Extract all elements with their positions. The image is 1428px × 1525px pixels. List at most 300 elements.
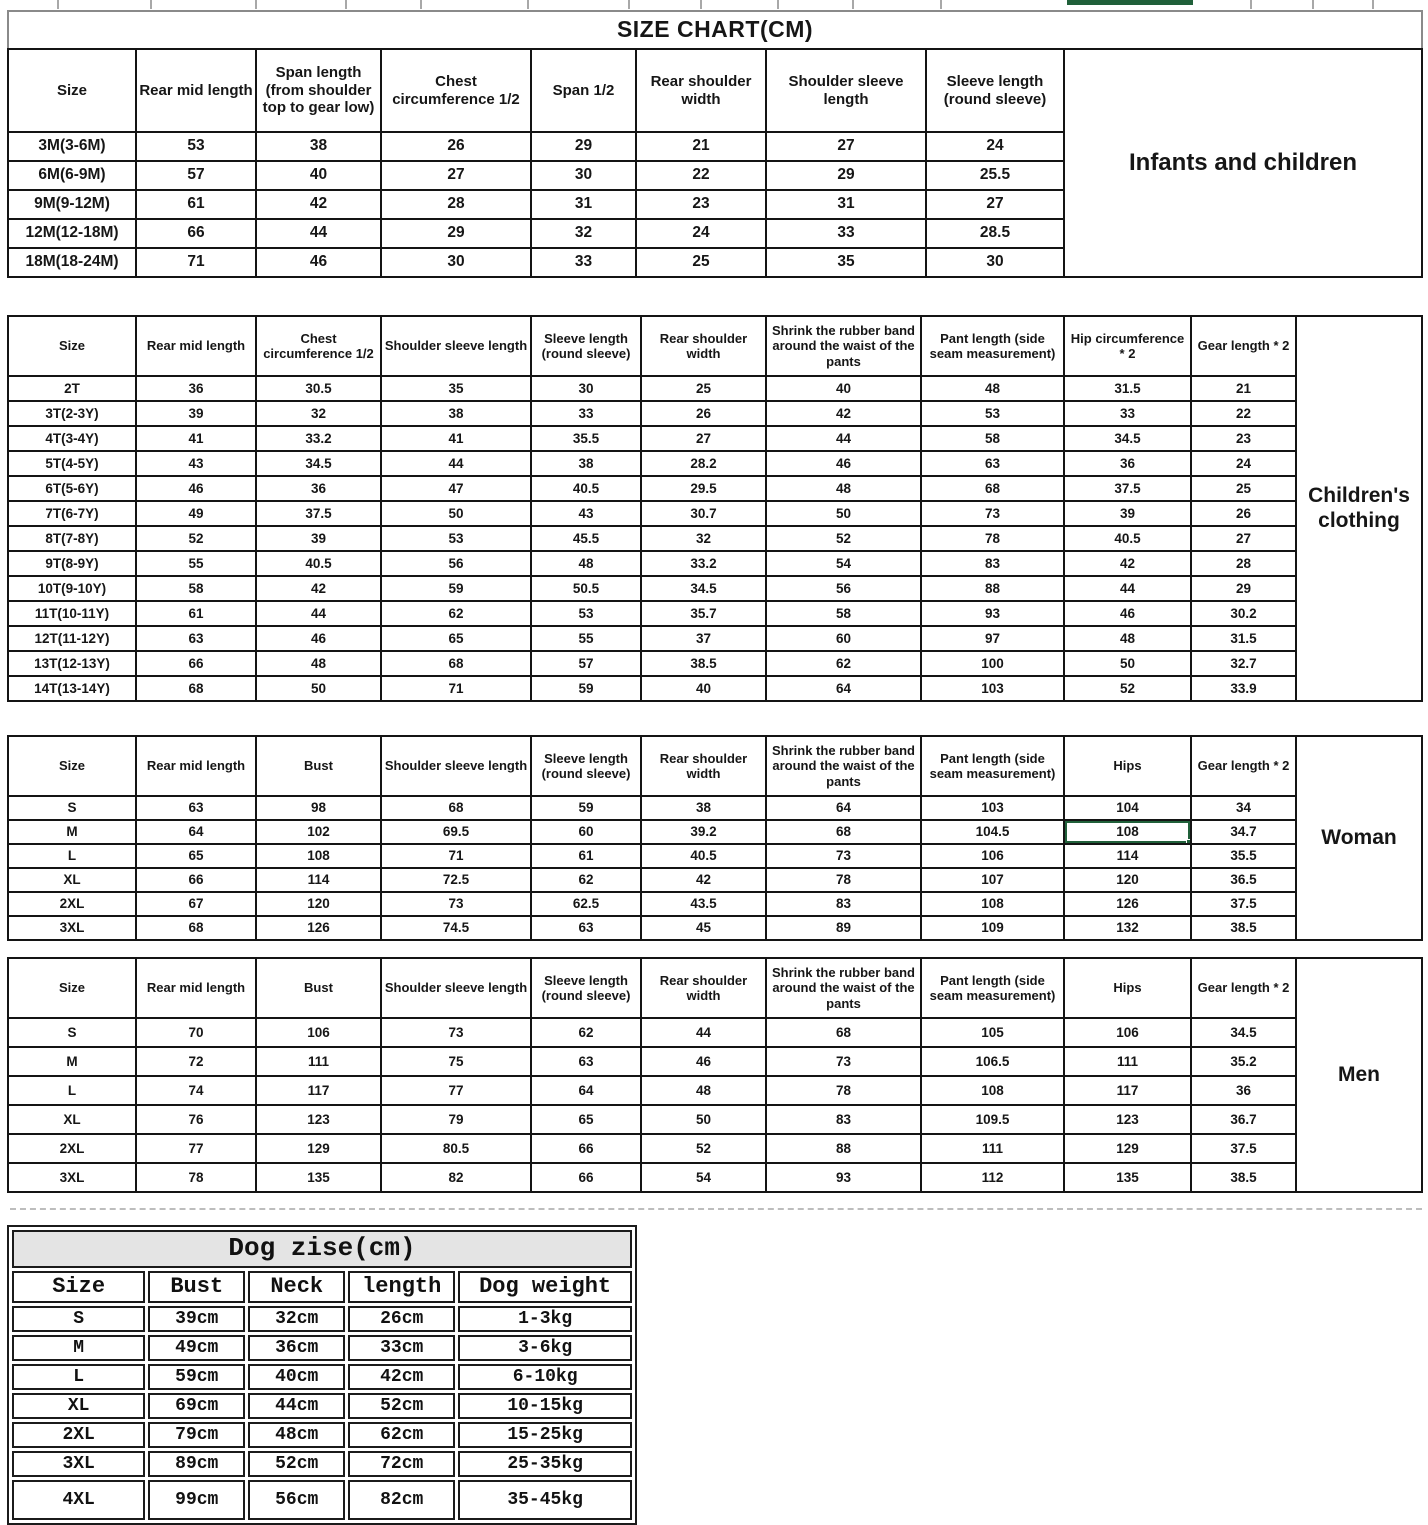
table-cell: 40 [641,676,766,701]
table-cell: 42 [641,868,766,892]
table-row [8,1018,1422,1047]
table-cell: 44cm [248,1393,345,1419]
table-cell: 44 [1064,576,1191,601]
table-cell: M [12,1335,145,1361]
table-cell: 74 [136,1076,256,1105]
table-cell: 61 [136,190,256,219]
table-cell: 31.5 [1064,376,1191,401]
gridline-tick [940,0,942,9]
table-cell: 44 [256,219,381,248]
table-cell: 37.5 [1191,892,1296,916]
table-cell: 33cm [348,1335,455,1361]
table-header-row [8,736,1422,796]
table-cell: 102 [256,820,381,844]
table-cell: 38.5 [1191,1163,1296,1192]
table-cell: 8T(7-8Y) [8,526,136,551]
table-cell: 26 [381,132,531,161]
table-cell: 65 [381,626,531,651]
table-cell: 60 [766,626,921,651]
gridline-tick [345,0,347,9]
table-cell: 68 [381,796,531,820]
table-cell: 105 [921,1018,1064,1047]
column-header: Neck [248,1271,345,1303]
table-cell: 72cm [348,1451,455,1477]
table-cell: 68 [921,476,1064,501]
table-cell: 132 [1064,916,1191,940]
table-cell: 46 [256,626,381,651]
table-cell: 76 [136,1105,256,1134]
table-cell: 59 [531,796,641,820]
table-cell: 43.5 [641,892,766,916]
column-header: Dog weight [458,1271,632,1303]
table-cell: 50 [766,501,921,526]
table-row [8,1105,1422,1134]
table-cell: 56 [381,551,531,576]
table-cell: 31 [766,190,926,219]
column-header: length [348,1271,455,1303]
table-cell: 38 [531,451,641,476]
table-cell: 73 [766,1047,921,1076]
table-cell: 82 [381,1163,531,1192]
table-cell: 64 [531,1076,641,1105]
table-row [8,601,1422,626]
table-cell: 40.5 [1064,526,1191,551]
table-row [8,401,1422,426]
table-cell: 3XL [8,1163,136,1192]
table-cell: 103 [921,676,1064,701]
table-cell: 28 [1191,551,1296,576]
table-cell: 5T(4-5Y) [8,451,136,476]
table-cell: 12M(12-18M) [8,219,136,248]
table-cell: 71 [381,676,531,701]
table-cell: 40cm [248,1364,345,1390]
table-cell: 30 [926,248,1064,277]
table-cell: 108 [1064,820,1191,844]
column-header: Shoulder sleeve length [766,49,926,132]
column-header: Sleeve length (round sleeve) [531,736,641,796]
table-cell: 3T(2-3Y) [8,401,136,426]
table-cell: 46 [641,1047,766,1076]
table-cell: 29 [1191,576,1296,601]
table-cell: 72.5 [381,868,531,892]
table-cell: 11T(10-11Y) [8,601,136,626]
selection-border-artifact [1067,0,1193,5]
table-header-row [8,316,1422,376]
table-header-row [8,958,1422,1018]
table-cell: 33 [531,248,636,277]
table-cell: 40.5 [641,844,766,868]
column-header: Size [8,49,136,132]
table-cell: 43 [136,451,256,476]
table-cell: 36 [256,476,381,501]
table-row [8,844,1422,868]
table-cell: 52 [766,526,921,551]
column-header: Sleeve length (round sleeve) [531,316,641,376]
table-cell: 36 [136,376,256,401]
column-header: Rear mid length [136,316,256,376]
table-cell: 75 [381,1047,531,1076]
table-row [12,1306,632,1332]
table-cell: 48 [921,376,1064,401]
table-cell: 72 [136,1047,256,1076]
table-cell: 107 [921,868,1064,892]
table-cell: 123 [256,1105,381,1134]
table-cell: 56 [766,576,921,601]
infants-size-table [7,10,1423,278]
table-cell: 24 [926,132,1064,161]
table-cell: 67 [136,892,256,916]
table-cell: 27 [641,426,766,451]
group-label-infants: Infants and children [1064,49,1422,277]
table-row [8,451,1422,476]
table-cell: 33 [1064,401,1191,426]
table-cell: 98 [256,796,381,820]
table-cell: 77 [136,1134,256,1163]
table-title-row [12,1230,632,1268]
table-cell: 23 [1191,426,1296,451]
table-cell: 68 [766,820,921,844]
table-cell: 34.5 [641,576,766,601]
table-cell: 114 [256,868,381,892]
table-cell: 13T(12-13Y) [8,651,136,676]
column-header: Chest circumference 1/2 [256,316,381,376]
table-cell: 69.5 [381,820,531,844]
table-cell: 2XL [8,1134,136,1163]
table-cell: 27 [926,190,1064,219]
table-cell: M [8,1047,136,1076]
table-cell: 83 [921,551,1064,576]
group-label-woman: Woman [1296,736,1422,940]
table-cell: 66 [136,219,256,248]
column-header: Rear shoulder width [641,316,766,376]
table-cell: 59 [381,576,531,601]
table-cell: 32.7 [1191,651,1296,676]
table-cell: 34 [1191,796,1296,820]
table-cell: 42 [256,190,381,219]
table-cell: 37.5 [256,501,381,526]
column-header: Gear length * 2 [1191,958,1296,1018]
column-header: Pant length (side seam measurement) [921,958,1064,1018]
column-header: Chest circumference 1/2 [381,49,531,132]
table-cell: 35.5 [531,426,641,451]
column-header: Shrink the rubber band around the waist of the pants [766,958,921,1018]
table-title-row [8,11,1422,49]
table-row [8,1134,1422,1163]
gridline-tick [1372,0,1374,9]
table-cell: 106.5 [921,1047,1064,1076]
table-cell: 35.2 [1191,1047,1296,1076]
table-cell: 88 [766,1134,921,1163]
table-cell: 25 [1191,476,1296,501]
table-cell: 27 [381,161,531,190]
table-cell: 26 [1191,501,1296,526]
table-cell: 111 [1064,1047,1191,1076]
table-cell: 29.5 [641,476,766,501]
table-cell: 1-3kg [458,1306,632,1332]
table-cell: 64 [136,820,256,844]
table-cell: 28 [381,190,531,219]
table-cell: 42 [1064,551,1191,576]
gridline-tick [527,0,529,9]
table-cell: 58 [136,576,256,601]
table-row [8,576,1422,601]
column-header: Shoulder sleeve length [381,316,531,376]
table-cell: 55 [531,626,641,651]
table-cell: S [8,1018,136,1047]
table-cell: 35 [381,376,531,401]
table-cell: 100 [921,651,1064,676]
column-header: Size [8,316,136,376]
table-cell: 37.5 [1064,476,1191,501]
table-cell: 80.5 [381,1134,531,1163]
table-cell: 25 [636,248,766,277]
table-cell: 38 [641,796,766,820]
column-header: Shrink the rubber band around the waist of the pants [766,316,921,376]
table-cell: 39 [1064,501,1191,526]
table-cell: 117 [1064,1076,1191,1105]
table-cell: 62 [531,868,641,892]
table-cell: 30 [531,376,641,401]
table-cell: 6T(5-6Y) [8,476,136,501]
group-label-children: Children's clothing [1296,316,1422,701]
table-cell: 58 [766,601,921,626]
table-cell: 37.5 [1191,1134,1296,1163]
table-cell: 83 [766,1105,921,1134]
table-cell: 82cm [348,1480,455,1520]
table-cell: 2T [8,376,136,401]
table-cell: 49cm [148,1335,245,1361]
table-cell: 64 [766,796,921,820]
table-row [12,1451,632,1477]
table-cell: 3XL [8,916,136,940]
table-cell: 36 [1191,1076,1296,1105]
table-cell: 48 [766,476,921,501]
table-cell: 40.5 [531,476,641,501]
table-cell: 52 [1064,676,1191,701]
table-cell: 79cm [148,1422,245,1448]
table-cell: L [8,844,136,868]
table-row [8,501,1422,526]
table-cell: 46 [766,451,921,476]
table-cell: 48 [641,1076,766,1105]
table-cell: 109 [921,916,1064,940]
table-cell: 53 [136,132,256,161]
column-header: Shoulder sleeve length [381,736,531,796]
table-cell: 48 [256,651,381,676]
table-cell: 28.5 [926,219,1064,248]
column-header: Pant length (side seam measurement) [921,736,1064,796]
table-row [8,796,1422,820]
table-row [8,1076,1422,1105]
table-cell: 23 [636,190,766,219]
table-cell: 64 [766,676,921,701]
column-header: Sleeve length (round sleeve) [926,49,1064,132]
gridline-tick [57,0,59,9]
column-header: Hips [1064,958,1191,1018]
table-row [8,551,1422,576]
table-row [8,676,1422,701]
gridline-tick [1250,0,1252,9]
table-cell: 40 [256,161,381,190]
table-cell: 38 [256,132,381,161]
table-row [8,626,1422,651]
table-cell: 62 [766,651,921,676]
table-cell: 50 [1064,651,1191,676]
dog-table-title: Dog zise(cm) [12,1230,632,1268]
table-cell: 35 [766,248,926,277]
table-cell: 61 [136,601,256,626]
table-row [12,1480,632,1520]
column-header: Bust [148,1271,245,1303]
gridline-tick [777,0,779,9]
table-cell: 32 [641,526,766,551]
table-cell: 3-6kg [458,1335,632,1361]
column-header: Bust [256,736,381,796]
table-cell: 40.5 [256,551,381,576]
gridline-tick [255,0,257,9]
table-cell: 68 [136,676,256,701]
table-cell: 120 [1064,868,1191,892]
table-cell: 25 [641,376,766,401]
table-cell: 41 [381,426,531,451]
table-cell: 97 [921,626,1064,651]
column-header: Hip circumference * 2 [1064,316,1191,376]
table-cell: 14T(13-14Y) [8,676,136,701]
table-cell: 114 [1064,844,1191,868]
table-cell: 35-45kg [458,1480,632,1520]
table-cell: 108 [921,1076,1064,1105]
table-cell: 4XL [12,1480,145,1520]
table-cell: 25.5 [926,161,1064,190]
table-cell: 52 [641,1134,766,1163]
table-cell: 42cm [348,1364,455,1390]
table-cell: 58 [921,426,1064,451]
column-header: Shoulder sleeve length [381,958,531,1018]
column-header: Shrink the rubber band around the waist of the pants [766,736,921,796]
table-cell: 32 [531,219,636,248]
table-cell: 27 [1191,526,1296,551]
table-cell: 29 [766,161,926,190]
table-cell: 39.2 [641,820,766,844]
table-cell: 78 [766,868,921,892]
table-cell: 63 [531,1047,641,1076]
table-cell: 93 [766,1163,921,1192]
table-cell: 30.5 [256,376,381,401]
table-cell: 4T(3-4Y) [8,426,136,451]
table-cell: 103 [921,796,1064,820]
table-cell: 32cm [248,1306,345,1332]
table-row [12,1364,632,1390]
table-cell: 126 [256,916,381,940]
table-cell: 123 [1064,1105,1191,1134]
table-row [8,916,1422,940]
table-cell: 53 [381,526,531,551]
table-row [8,1047,1422,1076]
table-cell: 65 [531,1105,641,1134]
table-cell: 44 [766,426,921,451]
table-cell: 108 [921,892,1064,916]
column-header: Gear length * 2 [1191,316,1296,376]
table-cell: 21 [636,132,766,161]
table-cell: 46 [136,476,256,501]
table-cell: 30 [381,248,531,277]
column-header: Size [8,736,136,796]
table-cell: 54 [641,1163,766,1192]
table-cell: L [12,1364,145,1390]
table-cell: 2XL [12,1422,145,1448]
table-cell: 28.2 [641,451,766,476]
table-cell: 126 [1064,892,1191,916]
table-cell: 35.5 [1191,844,1296,868]
table-cell: 36cm [248,1335,345,1361]
table-cell: 7T(6-7Y) [8,501,136,526]
table-cell: 78 [766,1076,921,1105]
table-cell: 73 [766,844,921,868]
table-cell: 6M(6-9M) [8,161,136,190]
table-cell: 50 [641,1105,766,1134]
table-cell: 34.5 [1191,1018,1296,1047]
table-cell: 33.2 [256,426,381,451]
column-header: Span 1/2 [531,49,636,132]
table-cell: 129 [256,1134,381,1163]
column-header: Hips [1064,736,1191,796]
table-cell: 56cm [248,1480,345,1520]
table-cell: 89 [766,916,921,940]
table-cell: 10T(9-10Y) [8,576,136,601]
column-header: Rear shoulder width [636,49,766,132]
table-cell: 40 [766,376,921,401]
column-header: Sleeve length (round sleeve) [531,958,641,1018]
table-cell: 57 [531,651,641,676]
table-cell: 36 [1064,451,1191,476]
table-cell: 57 [136,161,256,190]
table-cell: 109.5 [921,1105,1064,1134]
gridline-tick [150,0,152,9]
table-cell: 45 [641,916,766,940]
table-cell: 2XL [8,892,136,916]
table-cell: 65 [136,844,256,868]
table-row [8,868,1422,892]
table-header-row [8,49,1422,132]
table-cell: 60 [531,820,641,844]
table-cell: 44 [256,601,381,626]
table-cell: 66 [531,1134,641,1163]
gridline-tick [852,0,854,9]
group-label-men: Men [1296,958,1422,1192]
table-cell: 83 [766,892,921,916]
table-cell: 34.5 [1064,426,1191,451]
table-cell: 66 [531,1163,641,1192]
table-cell: 135 [256,1163,381,1192]
table-cell: 36.5 [1191,868,1296,892]
table-row [8,820,1422,844]
table-cell: 78 [921,526,1064,551]
table-cell: 29 [531,132,636,161]
table-cell: 42 [766,401,921,426]
table-cell: 99cm [148,1480,245,1520]
table-cell: 106 [256,1018,381,1047]
table-cell: 3XL [12,1451,145,1477]
table-cell: 48 [531,551,641,576]
table-cell: 52 [136,526,256,551]
table-header-row [12,1271,632,1303]
table-cell: 50 [381,501,531,526]
table-cell: 45.5 [531,526,641,551]
table-cell: 44 [381,451,531,476]
column-header: Gear length * 2 [1191,736,1296,796]
table-row [8,651,1422,676]
table-cell: 50.5 [531,576,641,601]
